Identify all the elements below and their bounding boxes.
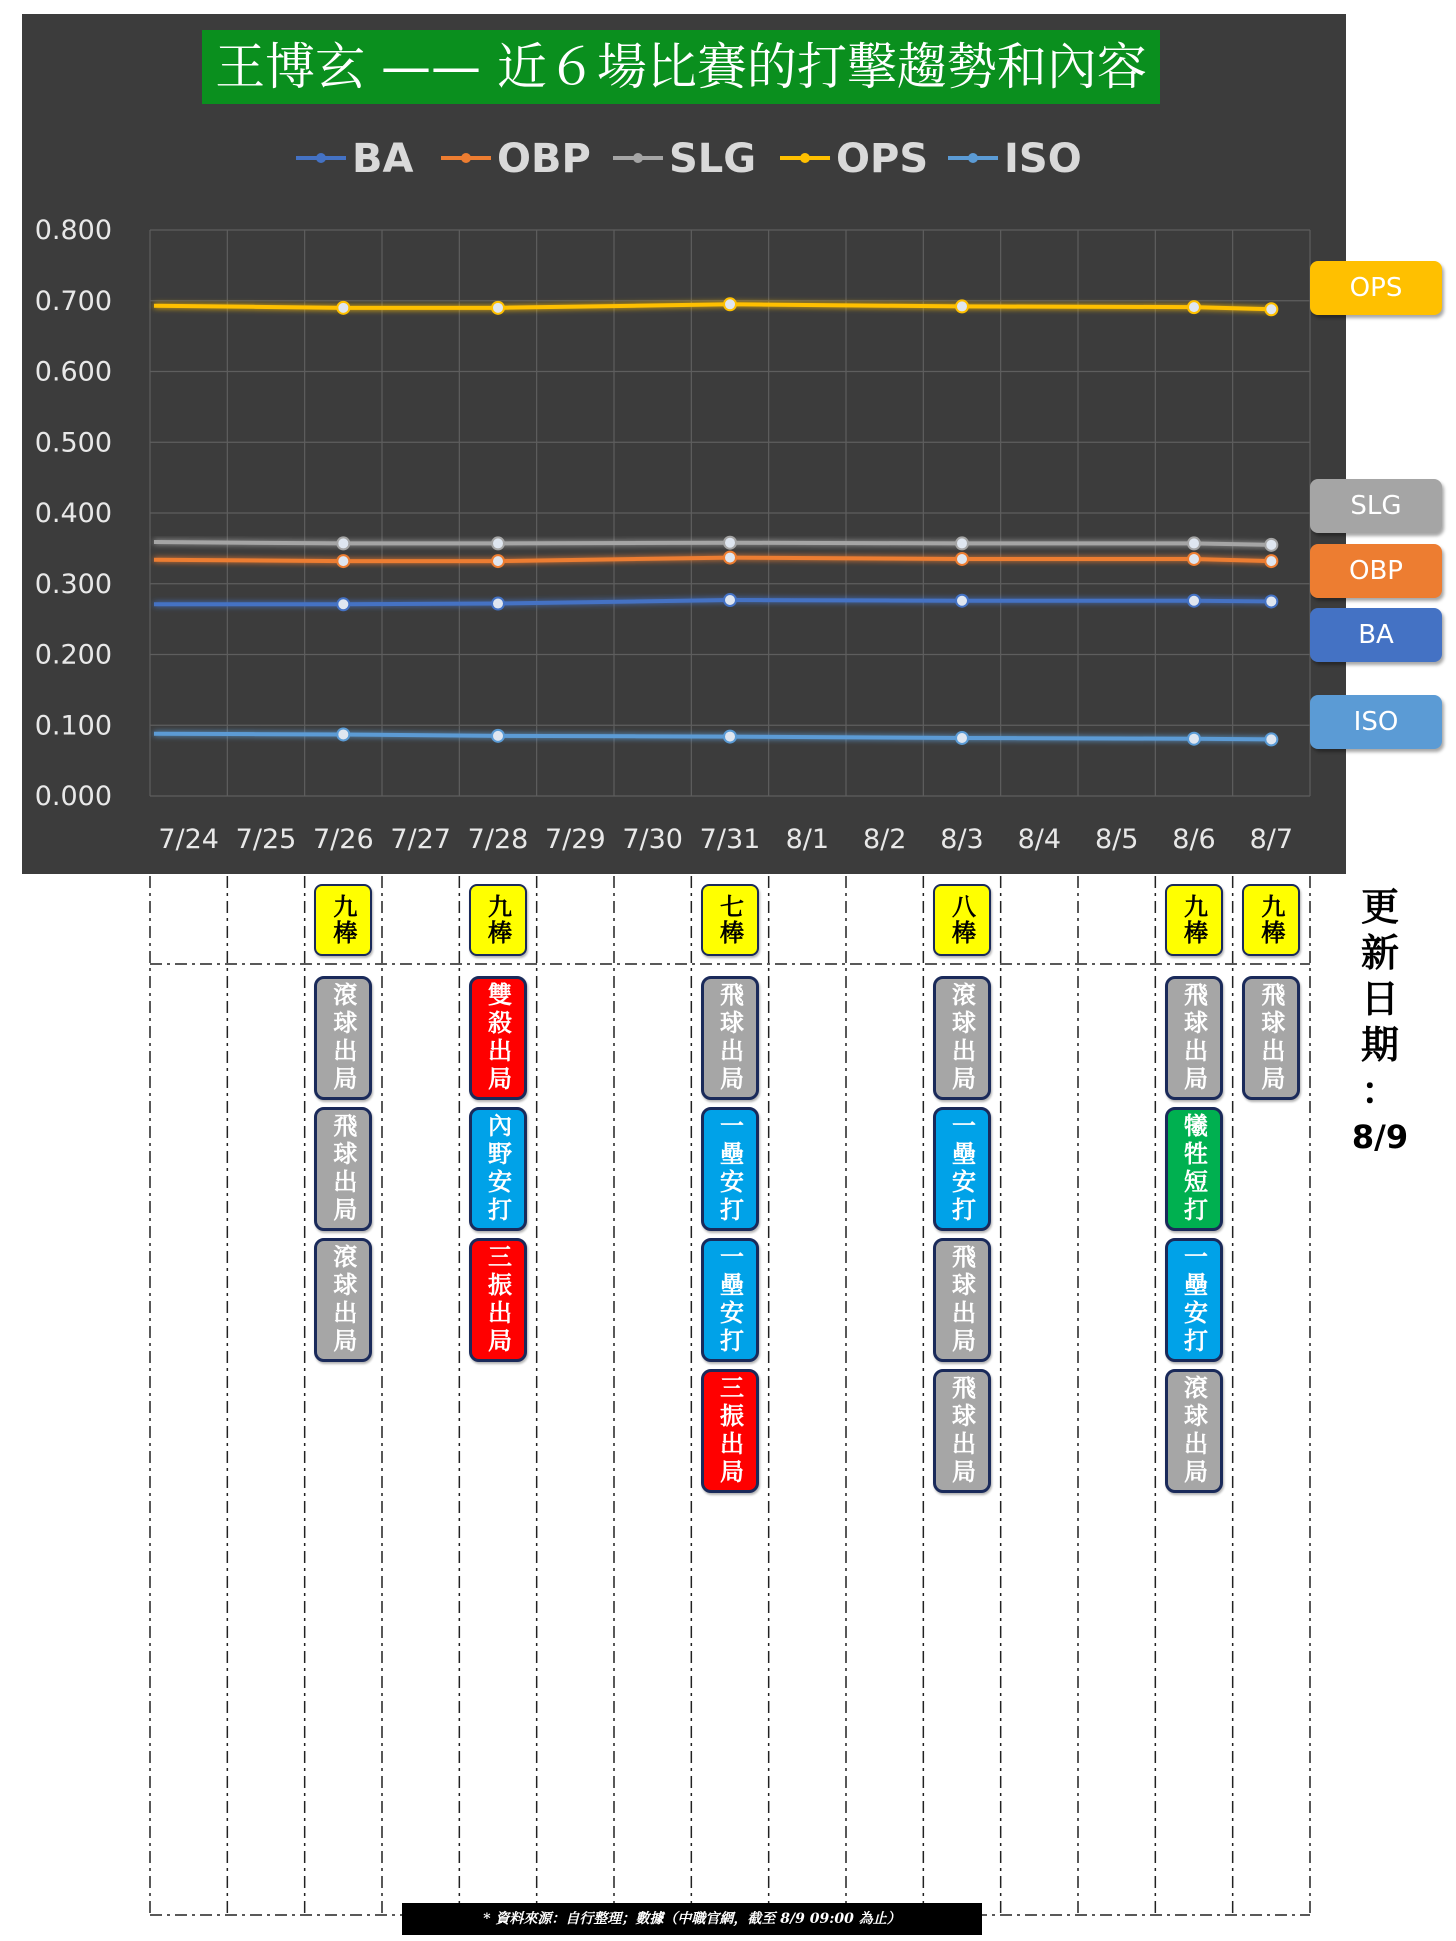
legend-label: BA bbox=[352, 136, 414, 182]
y-tick-label: 0.200 bbox=[34, 639, 112, 671]
batting-order-badge: 九棒 bbox=[314, 884, 372, 956]
y-tick-label: 0.100 bbox=[34, 710, 112, 742]
x-tick-label: 7/24 bbox=[158, 824, 219, 855]
update-label-char: 日 bbox=[1360, 977, 1399, 1021]
x-tick-label: 8/5 bbox=[1094, 824, 1139, 855]
batting-order-badge: 九棒 bbox=[1165, 884, 1223, 956]
legend-label: OPS bbox=[836, 136, 929, 182]
at-bat-result-badge: 一壘安打 bbox=[1165, 1238, 1223, 1362]
y-tick-label: 0.700 bbox=[34, 285, 112, 317]
batting-order-badge: 九棒 bbox=[1242, 884, 1300, 956]
at-bat-result-badge: 飛球出局 bbox=[933, 1238, 991, 1362]
legend-label: OBP bbox=[497, 136, 591, 182]
at-bat-result-badge: 飛球出局 bbox=[933, 1369, 991, 1493]
x-tick-label: 7/30 bbox=[622, 824, 683, 855]
y-tick-label: 0.500 bbox=[34, 427, 112, 459]
series-end-label-iso: ISO bbox=[1310, 695, 1442, 749]
x-tick-label: 8/4 bbox=[1017, 824, 1062, 855]
y-tick-label: 0.600 bbox=[34, 356, 112, 388]
at-bat-result-badge: 滾球出局 bbox=[314, 976, 372, 1100]
at-bat-result-badge: 滾球出局 bbox=[1165, 1369, 1223, 1493]
at-bat-result-badge: 飛球出局 bbox=[701, 976, 759, 1100]
update-date: 8/9 bbox=[1351, 1118, 1409, 1156]
at-bat-result-badge: 一壘安打 bbox=[701, 1107, 759, 1231]
legend-label: ISO bbox=[1004, 136, 1082, 182]
batting-order-badge: 八棒 bbox=[933, 884, 991, 956]
batting-order-badge: 七棒 bbox=[701, 884, 759, 956]
at-bat-result-badge: 一壘安打 bbox=[933, 1107, 991, 1231]
x-tick-label: 8/7 bbox=[1249, 824, 1294, 855]
at-bat-result-badge: 三振出局 bbox=[701, 1369, 759, 1493]
at-bat-result-badge: 飛球出局 bbox=[314, 1107, 372, 1231]
update-label-char: 期 bbox=[1360, 1023, 1399, 1067]
legend-label: SLG bbox=[669, 136, 757, 182]
chart-title: 王博玄 —— 近６場比賽的打擊趨勢和內容 bbox=[202, 30, 1160, 104]
y-tick-label: 0.000 bbox=[34, 781, 112, 812]
x-tick-label: 7/27 bbox=[390, 824, 451, 855]
update-label-char: ： bbox=[1360, 1069, 1399, 1113]
update-label-char: 更 bbox=[1360, 885, 1399, 929]
x-tick-label: 8/1 bbox=[785, 824, 830, 855]
y-tick-label: 0.400 bbox=[34, 498, 112, 529]
at-bat-result-badge: 飛球出局 bbox=[1165, 976, 1223, 1100]
x-tick-label: 7/25 bbox=[235, 824, 297, 855]
series-end-label-obp: OBP bbox=[1310, 544, 1442, 598]
update-label bbox=[1350, 884, 1410, 1114]
series-end-label-ops: OPS bbox=[1310, 261, 1442, 315]
at-bat-result-badge: 雙殺出局 bbox=[469, 976, 527, 1100]
at-bat-result-badge: 三振出局 bbox=[469, 1238, 527, 1362]
update-label-char: 新 bbox=[1360, 931, 1399, 975]
series-end-label-ba: BA bbox=[1310, 608, 1442, 662]
at-bat-result-badge: 飛球出局 bbox=[1242, 976, 1300, 1100]
x-tick-label: 8/6 bbox=[1172, 824, 1216, 855]
at-bat-result-badge: 一壘安打 bbox=[701, 1238, 759, 1362]
x-tick-label: 7/28 bbox=[467, 824, 529, 855]
source-note: * 資料來源：自行整理；數據（中職官網，截至 8/9 09:00 為止） bbox=[402, 1903, 982, 1935]
x-tick-label: 7/26 bbox=[313, 824, 374, 855]
at-bat-result-badge: 滾球出局 bbox=[314, 1238, 372, 1362]
x-tick-label: 7/31 bbox=[699, 824, 761, 855]
at-bat-result-badge: 滾球出局 bbox=[933, 976, 991, 1100]
y-tick-label: 0.300 bbox=[34, 568, 112, 600]
x-tick-label: 8/2 bbox=[862, 824, 907, 855]
batting-order-badge: 九棒 bbox=[469, 884, 527, 956]
at-bat-result-badge: 犧牲短打 bbox=[1165, 1107, 1223, 1231]
x-tick-label: 8/3 bbox=[940, 824, 984, 855]
series-end-label-slg: SLG bbox=[1310, 479, 1442, 533]
y-tick-label: 0.800 bbox=[34, 215, 112, 246]
x-tick-label: 7/29 bbox=[545, 824, 606, 855]
at-bat-result-badge: 內野安打 bbox=[469, 1107, 527, 1231]
